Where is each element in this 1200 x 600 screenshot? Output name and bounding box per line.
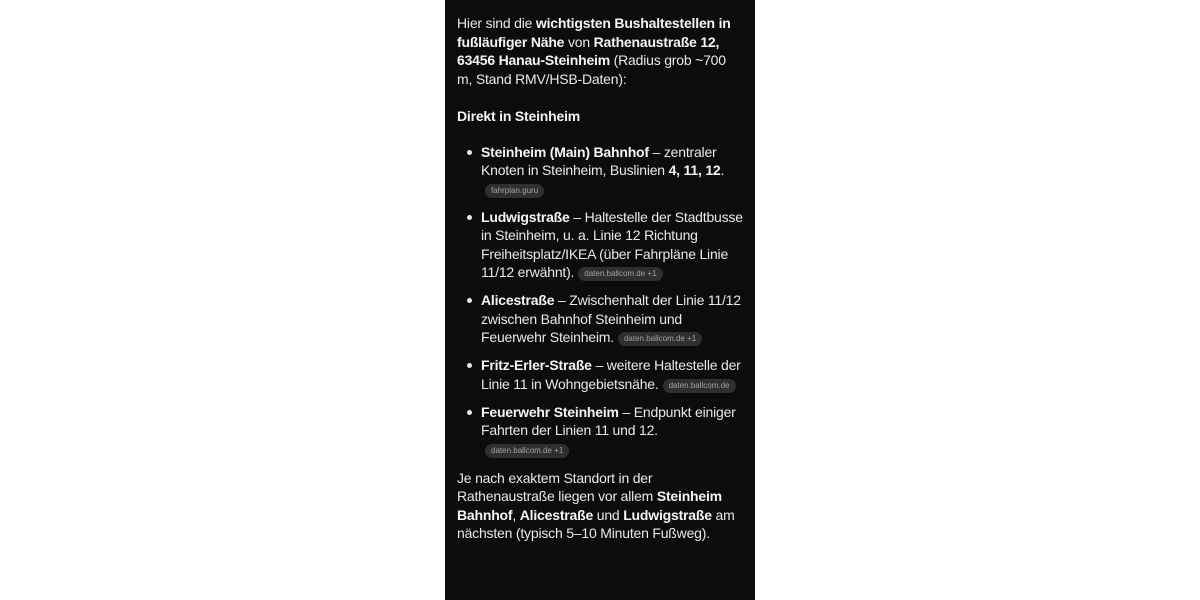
text-run: und <box>593 506 624 523</box>
assistant-message <box>457 14 743 543</box>
text-run: Je nach exaktem Standort in der Rathenaustraße liegen vor allem <box>457 469 657 504</box>
bus-stop-item <box>457 143 743 199</box>
bold-text-run: Rathenaustraße 12, 63456 Hanau-Steinheim <box>457 33 720 68</box>
text-run: , <box>512 506 520 523</box>
text-run: Hier sind die <box>457 15 536 31</box>
bold-text-run: 4, 11, 12 <box>668 162 721 178</box>
text-run: (Radius grob ~700 m, Stand RMV/HSB-Daten): <box>457 52 726 87</box>
paragraph <box>457 14 743 88</box>
section-heading <box>457 107 743 126</box>
bold-text-run: Fritz-Erler-Straße <box>481 357 592 373</box>
chat-screen <box>445 0 755 600</box>
bus-stop-item <box>457 403 743 459</box>
text-run: – zentraler Knoten in Steinheim, Buslinien <box>481 143 717 178</box>
citation-badge[interactable]: daten.ballcom.de +1 <box>618 332 702 346</box>
bold-text-run: Ludwigstraße <box>481 208 570 225</box>
citation-badge[interactable]: fahrplan.guru <box>485 184 544 198</box>
bus-stop-item <box>457 208 743 283</box>
text-run: von <box>564 33 594 50</box>
bold-text-run: Steinheim (Main) Bahnhof <box>481 143 649 160</box>
bold-text-run: wichtigsten Bushaltestellen in fußläufiger Nähe <box>457 15 731 50</box>
bold-text-run: Alicestraße <box>519 506 594 523</box>
text-run: – Haltestelle der Stadtbusse in Steinheim, u. a. Linie 12 Richtung Freiheitsplatz/IKEA (über Fahrpläne Linie 11/12 erwähnt). <box>481 208 743 280</box>
bold-text-run: Steinheim Bahnhof <box>457 488 722 523</box>
text-run: – weitere Haltestelle der Linie 11 in Wohngebietsnähe. <box>481 357 741 392</box>
bold-text-run: Direkt in Steinheim <box>457 108 581 124</box>
citation-badge[interactable]: daten.ballcom.de +1 <box>485 444 569 458</box>
bold-text-run: Alicestraße <box>481 292 555 308</box>
text-run: . <box>720 162 725 178</box>
bus-stop-list <box>457 143 743 459</box>
bold-text-run: Ludwigstraße <box>623 506 712 523</box>
text-run: – Zwischenhalt der Linie 11/12 zwischen Bahnhof Steinheim und Feuerwehr Steinheim. <box>481 292 741 345</box>
text-run: – Endpunkt einiger Fahrten der Linien 11 und 12. <box>481 403 736 438</box>
citation-badge[interactable]: daten.ballcom.de <box>663 379 736 393</box>
bus-stop-item <box>457 291 743 347</box>
text-run: am nächsten (typisch 5–10 Minuten Fußweg). <box>457 506 735 541</box>
citation-badge[interactable]: daten.ballcom.de +1 <box>578 267 662 281</box>
bold-text-run: Feuerwehr Steinheim <box>481 403 619 420</box>
paragraph <box>457 469 743 543</box>
bus-stop-item <box>457 356 743 394</box>
